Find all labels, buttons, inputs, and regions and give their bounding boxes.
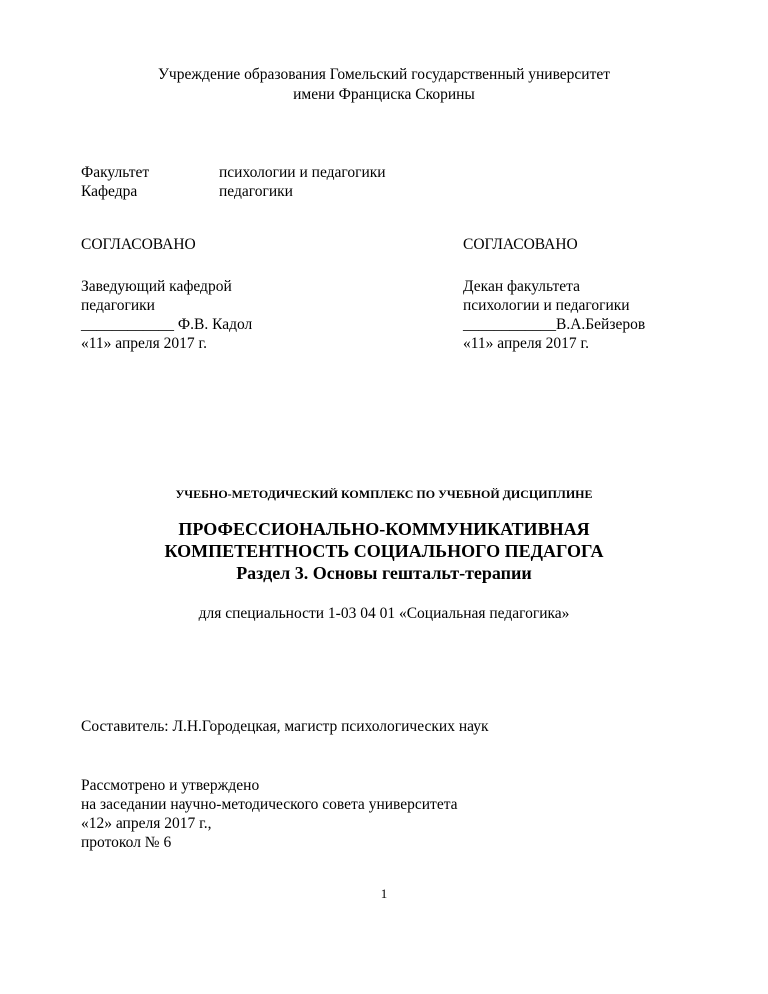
faculty-label: Факультет bbox=[81, 164, 150, 181]
faculty-value: психологии и педагогики bbox=[219, 164, 386, 181]
section-title: Раздел 3. Основы гештальт-терапии bbox=[236, 563, 532, 583]
approval-right-signature: ____________В.А.Бейзеров bbox=[463, 316, 646, 333]
department-value: педагогики bbox=[219, 183, 293, 200]
approval-left-department: педагогики bbox=[81, 297, 155, 314]
department-label: Кафедра bbox=[81, 183, 138, 200]
institution-line-2: имени Франциска Скорины bbox=[293, 86, 475, 103]
approval-right-date: «11» апреля 2017 г. bbox=[463, 335, 589, 352]
approval-note-line-4: протокол № 6 bbox=[81, 834, 172, 851]
specialty-line: для специальности 1-03 04 01 «Социальная педагогика» bbox=[198, 605, 570, 622]
approval-left-position: Заведующий кафедрой bbox=[81, 278, 232, 295]
approval-left-signature: ____________ Ф.В. Кадол bbox=[81, 316, 253, 333]
discipline-title-line-2: КОМПЕТЕНТНОСТЬ СОЦИАЛЬНОГО ПЕДАГОГА bbox=[164, 541, 604, 561]
approval-right-title: СОГЛАСОВАНО bbox=[463, 236, 578, 253]
complex-title: УЧЕБНО-МЕТОДИЧЕСКИЙ КОМПЛЕКС ПО УЧЕБНОЙ ДИСЦИПЛИНЕ bbox=[175, 487, 593, 501]
page-number: 1 bbox=[380, 886, 388, 901]
approval-right-faculty: психологии и педагогики bbox=[463, 297, 630, 314]
approval-note-line-3: «12» апреля 2017 г., bbox=[81, 815, 212, 832]
approval-left-title: СОГЛАСОВАНО bbox=[81, 236, 196, 253]
approval-left-date: «11» апреля 2017 г. bbox=[81, 335, 207, 352]
approval-note-line-2: на заседании научно-методического совета университета bbox=[81, 796, 458, 813]
approval-note-line-1: Рассмотрено и утверждено bbox=[81, 777, 260, 794]
discipline-title-line-1: ПРОФЕССИОНАЛЬНО-КОММУНИКАТИВНАЯ bbox=[178, 519, 590, 539]
compiler-line: Составитель: Л.Н.Городецкая, магистр психологических наук bbox=[81, 718, 489, 735]
approval-right-position: Декан факультета bbox=[463, 278, 580, 295]
institution-line-1: Учреждение образования Гомельский государственный университет bbox=[157, 66, 611, 83]
